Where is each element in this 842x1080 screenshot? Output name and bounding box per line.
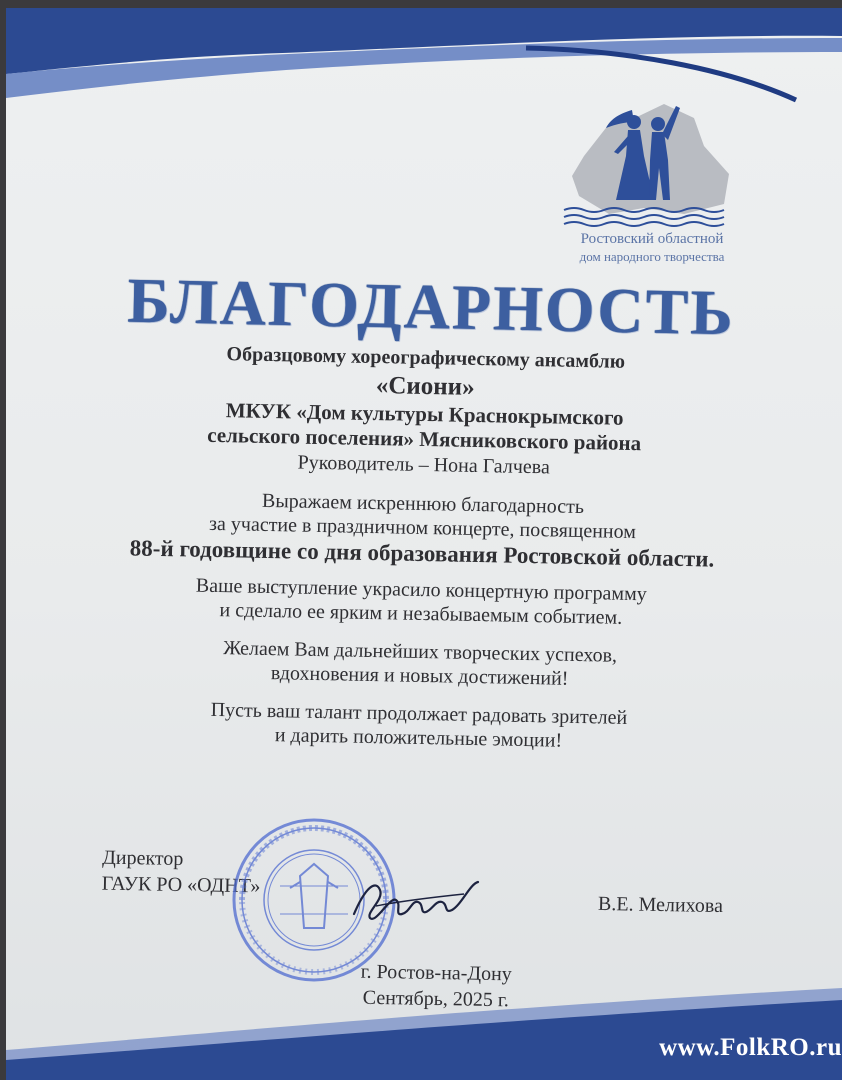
bottom-wave-decoration: [6, 970, 842, 1080]
message-p1-line2: за участие в праздничном концерте, посвященном: [208, 512, 637, 544]
dancing-couple-icon: [554, 96, 744, 232]
certificate-sheet: [6, 8, 842, 1080]
message-p1-line3: 88-й годовщине со дня образования Ростовской области.: [129, 535, 715, 572]
message-p3-line1: Желаем Вам дальнейших творческих успехов,: [222, 637, 618, 667]
logo-text-line2: дом народного творчества: [579, 249, 725, 264]
director-name: В.Е. Мелихова: [597, 892, 724, 918]
document-title: БЛАГОДАРНОСТЬ: [126, 264, 736, 349]
message-p2-line2: и сделало ее ярким и незабываемым событием.: [219, 599, 623, 629]
message-p2-line1: Ваше выступление украсило концертную программу: [195, 574, 647, 606]
message-p1-line1: Выражаем искреннюю благодарность: [261, 489, 585, 519]
logo-text-line1: Ростовский областной: [580, 231, 724, 247]
date: Сентябрь, 2025 г.: [362, 986, 510, 1012]
message-p4-line2: и дарить положительные эмоции!: [274, 724, 563, 752]
city: г. Ростов-на-Дону: [360, 960, 512, 986]
director-signature-icon: [346, 866, 486, 936]
director-title: Директор: [102, 846, 184, 871]
recipient-line-4: сельского поселения» Мясниковского района: [207, 422, 642, 456]
recipient-line-1: Образцовому хореографическому ансамблю: [226, 343, 626, 373]
recipient-leader: Руководитель – Нона Галчева: [297, 451, 551, 479]
message-p4-line1: Пусть ваш талант продолжает радовать зрителей: [210, 698, 628, 729]
certificate-body: [78, 339, 766, 756]
director-organization: ГАУК РО «ОДНТ»: [101, 872, 261, 898]
website-url: www.FolkRO.ru: [659, 1034, 842, 1061]
message-p3-line2: вдохновения и новых достижений!: [270, 662, 569, 690]
recipient-line-3: МКУК «Дом культуры Краснокрымского: [225, 398, 624, 430]
recipient-ensemble-name: «Сиони»: [375, 372, 475, 401]
odnt-logo: [554, 96, 744, 272]
